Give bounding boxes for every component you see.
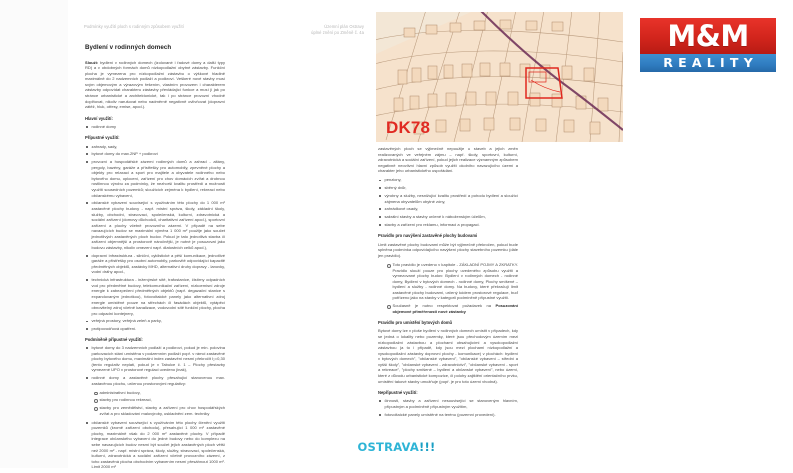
- list-item: Současně je nutno respektovat požadavek na Posuzování objemové přiměřenosti nové zástavby: [386, 303, 518, 314]
- running-head: [84, 24, 364, 40]
- list-conditional-use-sub: [93, 390, 225, 417]
- section-heading-forbidden-use: Nepřípustné využití:: [378, 390, 418, 396]
- logo-brand-text: M&M: [667, 18, 749, 53]
- page-title: Bydlení v rodinných domech: [85, 44, 172, 51]
- running-head-plan-name: Územní plán Ostravy: [324, 24, 364, 29]
- list-item: penziony,: [378, 177, 518, 183]
- purpose-text: bydlení v rodinných domech (izolované i řadové domy a další typy RD) a v obdobných formách domů nízkopodlažní obytné zástavby. Funkční plocha je vymezena pro nízkopodlažní zástavbu o výškové hladině maximálně do 2 nadzemních podlaží a podkroví. Veškeré nové stavby musí svým objemovým a výrazovým řešením, vlastním provozem i charakterem zástavby odpovídat charakteru zástavby převládající funkce a musí ji jak po stránce urbanistické a architektonické, tak i po stránce provozní vhodně doplňovat, nikoliv narušovat nebo nadměrně negativně ovlivňovat (dopravní zátěž, hluk, otřesy, emise, apod.).: [85, 59, 225, 110]
- section-heading-housing-rule: Pravidlo pro umístění bytových domů: [378, 320, 453, 326]
- purpose-paragraph: [85, 60, 225, 110]
- list-item: stavby a zařízení pro reklamu, informaci a propagaci.: [378, 222, 518, 228]
- list-item: provozní a hospodářské zázemí rodinných domů a zahrad - altány, pergoly, bazény, garáže a přístřešky pro automobily, zpevněné plochy a objekty pro relaxaci a sport pro majitele a obyvatele rodinného nebo bytového domu, oplocení, zařízení pro chov domácích zvířat a drobnou rostlinnou výrobu za podmínky, že nezhorší kvalitu prostředí a možnosti využití sousedních pozemků; sloužících zejména k bydlení, rekreaci nebo občanskému vybavení,: [85, 159, 225, 198]
- running-head-right: [311, 24, 364, 36]
- list-item: občanské vybavení související s využíváním této plochy členění využití pozemků (kromě zařízení obchodu), přesahující 1 000 m² zastavěné plochy, maximálně však do 2 000 m² zastavěné plochy. V případě integrace občanského vybavení do jedné budovy nebo do komplexu na sebe navazujících budov nesmí být součet jejich zastavěných ploch větší než 2000 m² - např. místní správa, školy, služby, stravovací, společenská, kulturní, zdravotnická a sociální zařízení včetně provozního zázemí, z toho zastavěná plocha obchodním vybavením nesmí přesáhnout 1000 m². Limit 2000 m²: [85, 420, 225, 470]
- logo-subtitle-text: REALITY: [663, 54, 759, 70]
- list-item: sběrný dvůr,: [378, 185, 518, 191]
- running-head-left: Podmínky využití ploch s rodinným způsobem využití: [84, 24, 184, 29]
- housing-rule-text: Bytové domy lze v ploše bydlení v rodinných domech umístit v případech, kdy se jedná o lokality nebo pozemky, které jsou přechodovým územím mezi nízkopodlažní zástavbou a plochami obsahujícími a vysokopodlažní zástavbou (a to i případě, kdy jsou mezi plochami nízkopodlažní a vysokopodlažní zástavby doprovní plochy - komunikace) v plochách: bydlení v bytových domech", "občanské vybavení", "občanské vybavení – střední a vyšší školy", "občanské vybavení - zdravotnictví", "občanské vybavení - sport a rekreace", "plochy smíšené – bydlení a občanské vybavení", nebo území, které z důvodu urbanistické kompozice, či polohy zajištění orientačního prvku, umístění takové stavby umožňuje (popř. je pro toto území vhodná).: [378, 328, 518, 384]
- list-item: činnosti, stavby a zařízení nesouvisející se stanoveným hlavním, přípustným a podmíněně přípustným využitím,: [378, 398, 518, 409]
- map-parcel-code: DK78: [386, 118, 431, 137]
- list-item: bytové domy do max.2NP + podkroví: [85, 151, 225, 157]
- document-column-left: [85, 44, 225, 473]
- list-permitted-use: [85, 144, 225, 332]
- list-item: technická infrastruktura - inženýrské sítě, trafostanice, čistírny odpadních vod pro předmětné budovy, telekomunikační zařízení, nízkoemisní zdroje energie k zabezpečení předmětných objektů (např. degazační stanice s expandovaným jednotkou), fotovoltaické panely jako alternativní zdroj energie umístěné pouze na střechách či fasádách objektů, vytápěcí obnovitelný zdroj včetně kanalizace, vodovodní sítě funkční plochy, plocha pro odpadní kontejnery,: [85, 277, 225, 316]
- list-item: sakrální stavby a stavby určené k náboženským účelům,: [378, 214, 518, 220]
- list-item: administrativní budovy,: [93, 390, 225, 396]
- build-area-rule-text: Limit zastavěné plochy budovami může být výjimečně překročen, pokud bude splněna podmínka odpovídajícího navýšení plochy stavebního pozemku (dále jen pravidlo).: [378, 241, 518, 258]
- page-left-margin-shade: [0, 0, 68, 468]
- list-item: výrobny a služby, nesnižující kvalitu prostředí a pohodu bydlení a sloužící zájmena obyvatelům obytné zóny,: [378, 193, 518, 204]
- list-forbidden-use: [378, 398, 518, 417]
- document-column-right: [378, 146, 518, 421]
- cadastral-map[interactable]: [376, 12, 623, 142]
- purpose-label: Slouží:: [85, 59, 99, 65]
- list-item: stavby pro zemědělství, stavby a zařízení pro chov hospodářských zvířat a pro skladování malovýroby, uskladnění zem. techniky: [93, 405, 225, 416]
- list-main-use: [85, 124, 225, 130]
- list-conditional-use: [85, 345, 225, 386]
- list-item: fotovoltaické panely umístěné na terénu (pozemní provedení).: [378, 412, 518, 418]
- footer-city-brand: [0, 440, 793, 454]
- logo-subtitle-block: [640, 54, 776, 72]
- running-head-plan-version: úplné znění po Změně č. 4a: [311, 30, 364, 36]
- mm-reality-logo[interactable]: [640, 18, 776, 72]
- list-item: zahrady, sady,: [85, 144, 225, 150]
- list-item: zahrádkové osady,: [378, 206, 518, 212]
- section-heading-permitted-use: Přípustné využití:: [85, 135, 120, 141]
- list-item: bytové domy do 3 nadzemních podlaží a podkroví, pokud je min. polovina parkovacích stání umístěna v podzemním podlaží popř. v rámci zastavěné plochy bytového domu, maximální index zastavění nesmí překročit I₂=0,30 (tento regulativ neplatí, pokud je v Tabulce č. 1 – Plochy přestavby vymezené UPO v prostorové regulaci uvedeno jinak),: [85, 345, 225, 373]
- footer-city-bangs: !!!: [419, 440, 436, 454]
- list-item: veřejná prostory, veřejná zeleň a parky,: [85, 318, 225, 324]
- list-conditional-use-right: [378, 177, 518, 227]
- footer-city-name: OSTRAVA: [357, 440, 420, 454]
- list-item: rodinné domy: [85, 124, 225, 130]
- list-item: dopravní infrastruktura - silniční, cyklistické a pěší komunikace, jednotlivé garáže a přístřešky pro osobní automobily, parkovitě odpovídající kapacitě předmětných objektů, zastávky MHD, alternativní druhy dopravy - lanovky, vodní dráhy apod.,: [85, 253, 225, 275]
- list-item: občanské vybavení související s využíváním této plochy do 1 000 m² zastavěné plochy budovy - např. místní správa, školy, základní školy, služby, obchodní, stravovací, společenská, kulturní, zdravotnická a sociální zařízení (domovy důchodců, charitativní zařízení apod.), sportovní zařízení a plochy včetně provozního zázemí. V případě na sebe navazujících budov se maximální výměra 1 000 m² použije jako součet jednotlivých zastavěných ploch budov. Pokud je tato jednotlivá stavba či zařízení objemnější a prostorově náročnější, je nutné je posuzovat jako budovu zástavby, nikoliv omezení např. dlatostních celků apod.),: [85, 200, 225, 250]
- section-heading-build-area-rule: Pravidlo pro navýšení zastavěné plochy budovami: [378, 233, 478, 239]
- section-heading-conditional-use: Podmíněně přípustné využití:: [85, 336, 143, 342]
- list-build-area-rule: [386, 262, 518, 314]
- right-column-intro: zastavěných ploch se výjimečně nepoužije u staveb a jejich změn realizovaných ve veřejném zájmu – např. školy, sportovní, kulturní, zdravotnická a sociální zařízení, pokud jejich realizace významným způsobem negativně neovlivní hlavní způsob využití okolního navazujícího území a charakter jeho urbanistického uspořádání.: [378, 146, 518, 174]
- logo-brand-block: [640, 18, 776, 54]
- list-item: protipovodňová opatření.: [85, 326, 225, 332]
- list-item: stavby pro rodinnou rekreaci,: [93, 397, 225, 403]
- list-item: rodinné domy a zastavěné plochy přesahující stanovenou max. zastavěnou plochu, určenou prostorovými regulativy:: [85, 375, 225, 386]
- list-item: Toto pravidlo je uvedeno v kapitole - ZÁKLADNÍ POJMY A ZKRATKY. Pravidlo slouží pouze pro plochy uvedeného způsobu využití a vymezované plochy budov: Bydlení v rodinných domech - rodinné domy, Bydlení v bytových domech - rodinné domy, Plochy smíšené – bydlení a služby - rodinné domy. Na budovy, které překračují limit zastavěné plochy budovami, určený kódem prostorové regulace, buď potřízeno jako na stavby v kategorii podmíněně přípustné využití.: [386, 262, 518, 301]
- section-heading-main-use: Hlavní využití:: [85, 115, 113, 121]
